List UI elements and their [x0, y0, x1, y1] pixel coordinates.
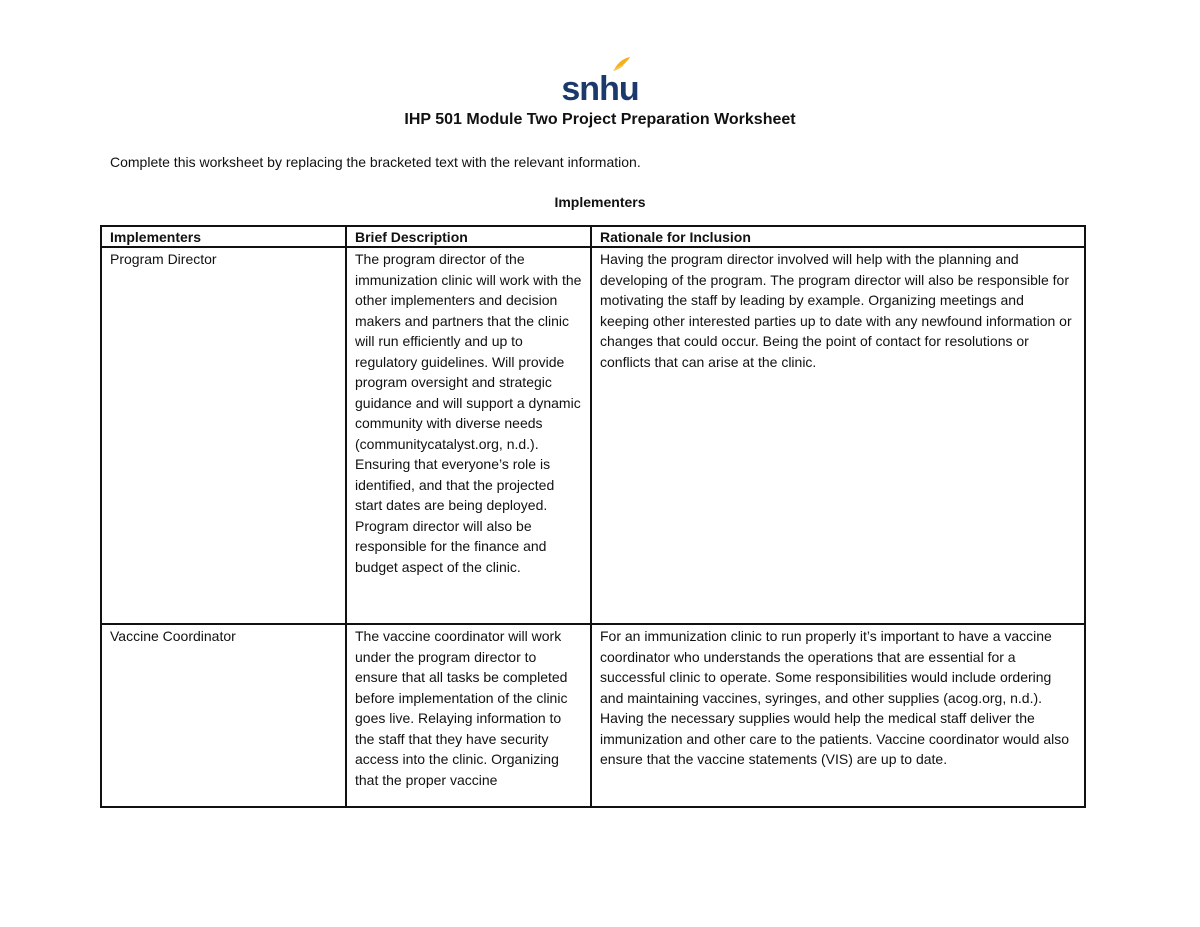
snhu-logo-image — [560, 56, 640, 104]
header-implementers: Implementers — [101, 226, 346, 247]
implementer-cell: Vaccine Coordinator — [101, 624, 346, 807]
implementer-cell: Program Director — [101, 247, 346, 624]
header-brief-description: Brief Description — [346, 226, 591, 247]
document-title: IHP 501 Module Two Project Preparation Worksheet — [404, 111, 796, 128]
rationale-cell: For an immunization clinic to run properly it’s important to have a vaccine coordinator who understands the operations that are essential for a successful clinic to operate. Some responsibilities would include ordering and maintaining vaccines, syringes, and other supplies (acog.org, n.d.). Having the necessary supplies would help the medical staff deliver the immunization and other care to the patients. Vaccine coordinator would also ensure that the vaccine statements (VIS) are up to date. — [591, 624, 1085, 807]
rationale-cell: Having the program director involved will help with the planning and developing of the program. The program director will also be responsible for motivating the staff by leading by example. Organizing meetings and keeping other interested parties up to date with any newfound information or changes that could occur. Being the point of contact for resolutions or conflicts that can arise at the clinic. — [591, 247, 1085, 624]
snhu-logo — [560, 56, 640, 104]
table-row — [101, 247, 1085, 624]
table-row — [101, 624, 1085, 807]
description-cell: The program director of the immunization clinic will work with the other implementers and decision makers and partners that the clinic will run efficiently and up to regulatory guidelines. Will provide program oversight and strategic guidance and will support a dynamic community with diverse needs (communitycatalyst.org, n.d.). Ensuring that everyone’s role is identified, and that the projected start dates are being deployed. Program director will also be responsible for the finance and budget aspect of the clinic. — [346, 247, 591, 624]
instructions-text: Complete this worksheet by replacing the bracketed text with the relevant information. — [110, 154, 641, 170]
section-heading: Implementers — [554, 194, 646, 210]
description-cell: The vaccine coordinator will work under the program director to ensure that all tasks be completed before implementation of the clinic goes live. Relaying information to the staff that they have security access into the clinic. Organizing that the proper vaccine — [346, 624, 591, 807]
implementers-table — [100, 225, 1086, 808]
table-header-row — [101, 226, 1085, 247]
logo-text: snhu — [561, 70, 639, 104]
header-rationale: Rationale for Inclusion — [591, 226, 1085, 247]
